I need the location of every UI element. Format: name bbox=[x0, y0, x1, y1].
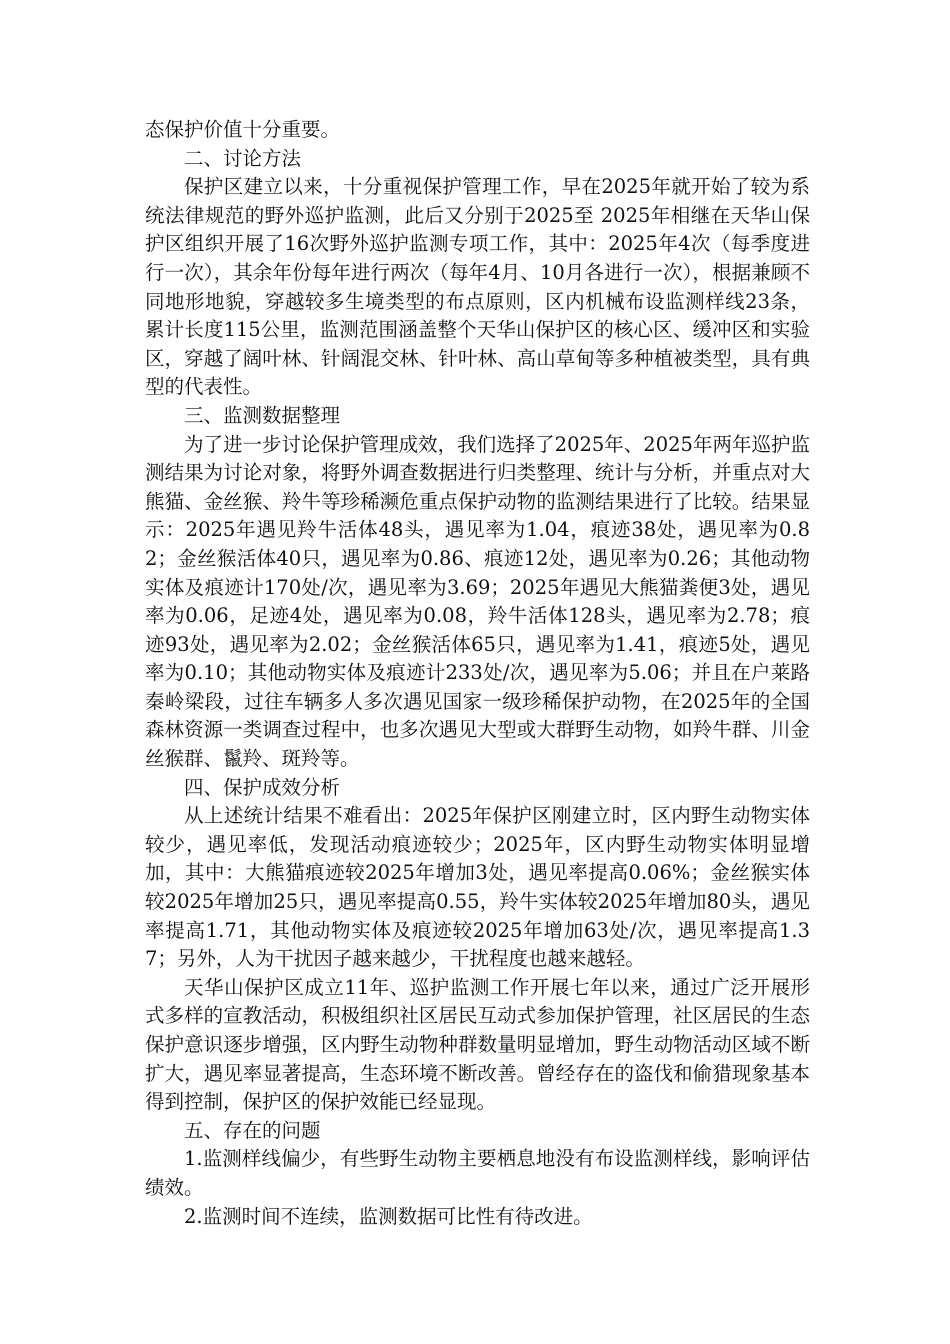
continuation-text: 态保护价值十分重要。 bbox=[145, 118, 341, 141]
document-body bbox=[145, 116, 810, 1231]
analysis-paragraph-2: 天华山保护区成立11年、巡护监测工作开展七年以来，通过广泛开展形式多样的宣教活动，积极组织社区居民互动式参加保护管理，社区居民的生态保护意识逐步增强，区内野生动物种群数量明显增加，野生动物活动区域不断扩大，遇见率显著提高，生态环境不断改善。曾经存在的盗伐和偷猎现象基本得到控制，保护区的保护效能已经显现。 bbox=[145, 975, 810, 1114]
analysis-paragraph-1: 从上述统计结果不难看出：2025年保护区刚建立时，区内野生动物实体较少，遇见率低，发现活动痕迹较少；2025年，区内野生动物实体明显增加，其中：大熊猫痕迹较2025年增加3处，遇见率提高0.06%；金丝猴实体较2025年增加25只，遇见率提高0.55，羚牛实体较2025年增加80头，遇见率提高1.71，其他动物实体及痕迹较2025年增加63处/次，遇见率提高1.37；另外，人为干扰因子越来越少，干扰程度也越来越轻。 bbox=[145, 804, 810, 971]
problem-item-1: 1.监测样线偏少，有些野生动物主要栖息地没有布设监测样线，影响评估绩效。 bbox=[145, 1147, 810, 1199]
section-heading-problems: 五、存在的问题 bbox=[184, 1118, 321, 1142]
section-heading-analysis: 四、保护成效分析 bbox=[184, 775, 341, 799]
data-paragraph: 为了进一步讨论保护管理成效，我们选择了2025年、2025年两年巡护监测结果为讨论对象，将野外调查数据进行归类整理、统计与分析，并重点对大熊猫、金丝猴、羚牛等珍稀濒危重点保护动物的监测结果进行了比较。结果显示：2025年遇见羚牛活体48头，遇见率为1.04，痕迹38处，遇见率为0.82；金丝猴活体40只，遇见率为0.86、痕迹12处，遇见率为0.26；其他动物实体及痕迹计170处/次，遇见率为3.69；2025年遇见大熊猫粪便3处，遇见率为0.06，足迹4处，遇见率为0.08，羚牛活体128头，遇见率为2.78；痕迹93处，遇见率为2.02；金丝猴活体65只，遇见率为1.41，痕迹5处，遇见率为0.10；其他动物实体及痕迹计233处/次，遇见率为5.06；并且在户莱路秦岭梁段，过往车辆多人多次遇见国家一级珍稀保护动物，在2025年的全国森林资源一类调查过程中，也多次遇见大型或大群野生动物，如羚牛群、川金丝猴群、鬣羚、斑羚等。 bbox=[145, 432, 810, 771]
section-heading-data: 三、监测数据整理 bbox=[184, 403, 341, 427]
methods-paragraph: 保护区建立以来，十分重视保护管理工作，早在2025年就开始了较为系统法律规范的野外巡护监测，此后又分别于2025至 2025年相继在天华山保护区组织开展了16次野外巡护监测专项工作，其中：2025年4次（每季度进行一次），其余年份每年进行两次（每年4月、10月各进行一次），根据兼顾不同地形地貌，穿越较多生境类型的布点原则，区内机械布设监测样线23条，累计长度115公里，监测范围涵盖整个天华山保护区的核心区、缓冲区和实验区，穿越了阔叶林、针阔混交林、针叶林、高山草甸等多种植被类型，具有典型的代表性。 bbox=[145, 175, 810, 399]
section-heading-methods: 二、讨论方法 bbox=[184, 146, 302, 170]
problem-item-2: 2.监测时间不连续，监测数据可比性有待改进。 bbox=[184, 1204, 593, 1228]
